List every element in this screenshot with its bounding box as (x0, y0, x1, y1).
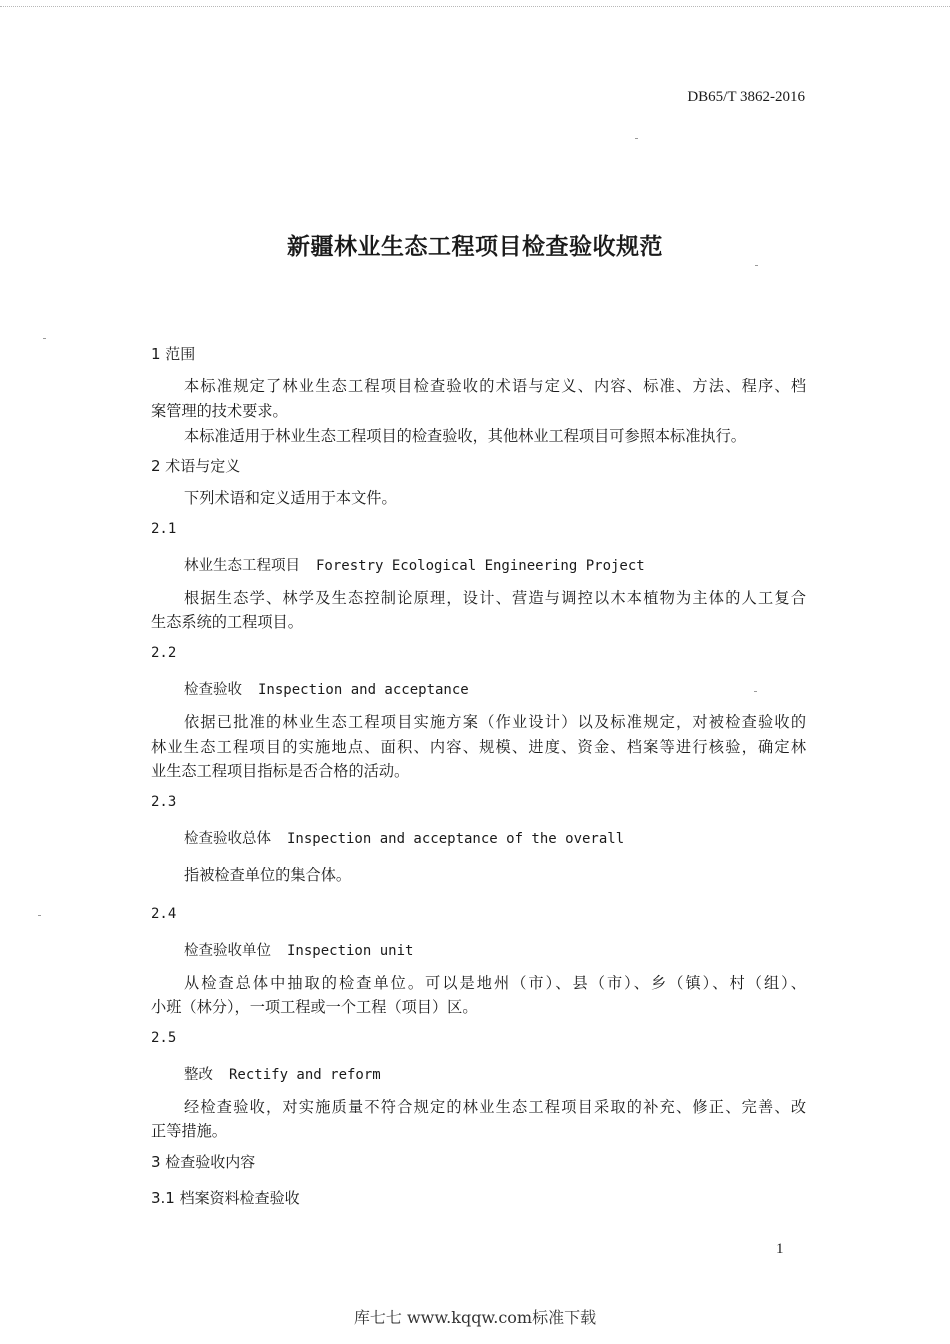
term-2-2-definition-line-3: 业生态工程项目指标是否合格的活动。 (151, 762, 410, 780)
term-2-4-en: Inspection unit (287, 943, 414, 959)
scan-speck (38, 915, 41, 916)
term-2-5-cn: 整改 (184, 1067, 213, 1083)
page-number: 1 (776, 1241, 784, 1257)
term-2-1-definition-line-1: 根据生态学、林学及生态控制论原理，设计、营造与调控以木本植物为主体的人工复合 (184, 589, 806, 607)
section-1-para-2: 本标准适用于林业生态工程项目的检查验收，其他林业工程项目可参照本标准执行。 (184, 427, 746, 445)
term-2-1-cn: 林业生态工程项目 (184, 558, 300, 574)
term-2-2-definition-line-2: 林业生态工程项目的实施地点、面积、内容、规模、进度、资金、档案等进行核验，确定林 (151, 738, 806, 756)
section-2-heading: 2 术语与定义 (151, 457, 241, 475)
term-2-2-en: Inspection and acceptance (258, 682, 469, 698)
scan-speck (43, 338, 46, 339)
scan-speck (755, 265, 758, 266)
section-2-intro: 下列术语和定义适用于本文件。 (184, 489, 397, 507)
term-2-1-title (184, 556, 645, 576)
term-2-5-number: 2.5 (151, 1030, 177, 1046)
document-number: DB65/T 3862-2016 (687, 89, 805, 105)
term-2-1-number: 2.1 (151, 521, 177, 537)
section-3-1-heading: 3.1 档案资料检查验收 (151, 1189, 300, 1207)
scan-speck (754, 691, 757, 692)
term-2-3-title (184, 829, 624, 849)
term-2-5-definition-line-1: 经检查验收，对实施质量不符合规定的林业生态工程项目采取的补充、修正、完善、改 (184, 1098, 806, 1116)
term-2-1-definition-line-2: 生态系统的工程项目。 (151, 613, 303, 631)
section-1-para-1-line-1: 本标准规定了林业生态工程项目检查验收的术语与定义、内容、标准、方法、程序、档 (184, 377, 806, 395)
term-2-5-title (184, 1065, 381, 1085)
term-2-2-number: 2.2 (151, 645, 177, 661)
document-title: 新疆林业生态工程项目检查验收规范 (287, 234, 663, 260)
section-1-heading: 1 范围 (151, 345, 196, 363)
footer-watermark: 库七七 www.kqqw.com标准下载 (353, 1308, 597, 1327)
term-2-4-number: 2.4 (151, 906, 177, 922)
term-2-3-cn: 检查验收总体 (184, 831, 271, 847)
scan-speck (635, 138, 638, 139)
term-2-4-definition-line-1: 从检查总体中抽取的检查单位。可以是地州（市）、县（市）、乡（镇）、村（组）、 (184, 974, 806, 992)
term-2-3-number: 2.3 (151, 794, 177, 810)
term-2-2-title (184, 680, 469, 700)
term-2-1-en: Forestry Ecological Engineering Project (316, 558, 645, 574)
term-2-3-en: Inspection and acceptance of the overall (287, 831, 625, 847)
term-2-2-cn: 检查验收 (184, 682, 242, 698)
term-2-4-title (184, 941, 413, 961)
term-2-4-definition-line-2: 小班（林分），一项工程或一个工程（项目）区。 (151, 998, 478, 1016)
term-2-5-definition-line-2: 正等措施。 (151, 1122, 227, 1140)
term-2-4-cn: 检查验收单位 (184, 943, 271, 959)
term-2-2-definition-line-1: 依据已批准的林业生态工程项目实施方案（作业设计）以及标准规定，对被检查验收的 (184, 713, 806, 731)
section-1-para-1-line-2: 案管理的技术要求。 (151, 402, 288, 420)
term-2-5-en: Rectify and reform (229, 1067, 381, 1083)
term-2-3-definition: 指被检查单位的集合体。 (184, 866, 352, 884)
scan-top-border (0, 0, 950, 7)
section-3-heading: 3 检查验收内容 (151, 1153, 256, 1171)
